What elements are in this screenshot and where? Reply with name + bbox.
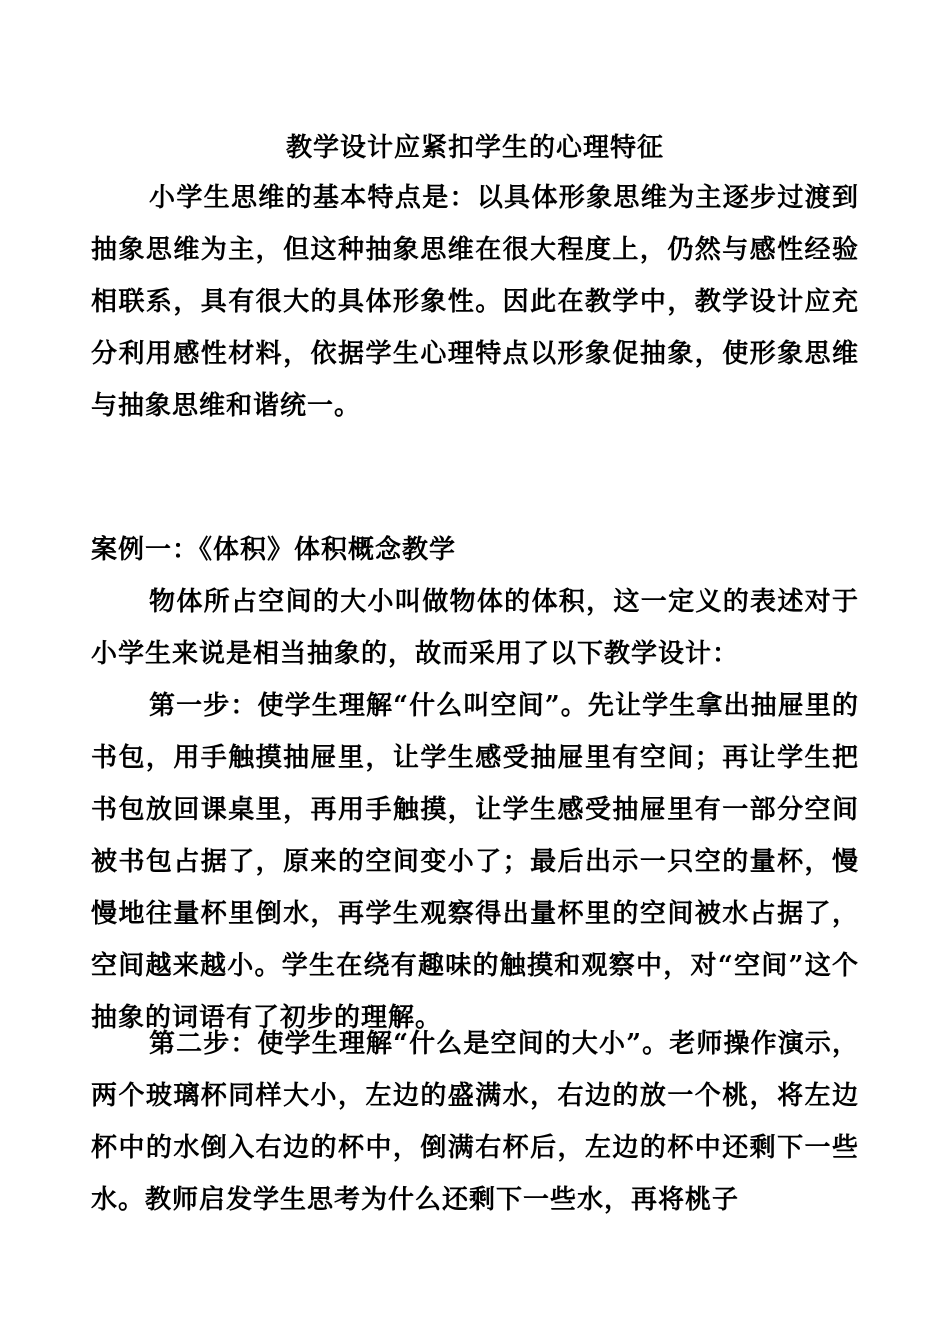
intro-paragraph: 小学生思维的基本特点是：以具体形象思维为主逐步过渡到抽象思维为主，但这种抽象思维在很大程度上，仍然与感性经验相联系，具有很大的具体形象性。因此在教学中，教学设计应充分利用感性材料，依据学生心理特点以形象促抽象，使形象思维与抽象思维和谐统一。: [91, 183, 859, 421]
step-one-paragraph: 第一步：使学生理解“什么叫空间”。先让学生拿出抽屉里的书包，用手触摸抽屉里，让学生感受抽屉里有空间；再让学生把书包放回课桌里，再用手触摸，让学生感受抽屉里有一部分空间被书包占据了，原来的空间变小了；最后出示一只空的量杯，慢慢地往量杯里倒水，再学生观察得出量杯里的空间被水占据了，空间越来越小。学生在绕有趣味的触摸和观察中，对“空间”这个抽象的词语有了初步的理解。: [91, 691, 859, 1033]
step-two-paragraph: 第二步：使学生理解“什么是空间的大小”。老师操作演示，两个玻璃杯同样大小，左边的盛满水，右边的放一个桃，将左边杯中的水倒入右边的杯中，倒满右杯后，左边的杯中还剩下一些水。教师启发学生思考为什么还剩下一些水，再将桃子: [91, 1029, 859, 1215]
document-title: 教学设计应紧扣学生的心理特征: [285, 133, 664, 163]
case-heading: 案例一：《体积》体积概念教学: [91, 535, 457, 565]
definition-paragraph: 物体所占空间的大小叫做物体的体积，这一定义的表述对于小学生来说是相当抽象的，故而采用了以下教学设计：: [91, 587, 859, 669]
